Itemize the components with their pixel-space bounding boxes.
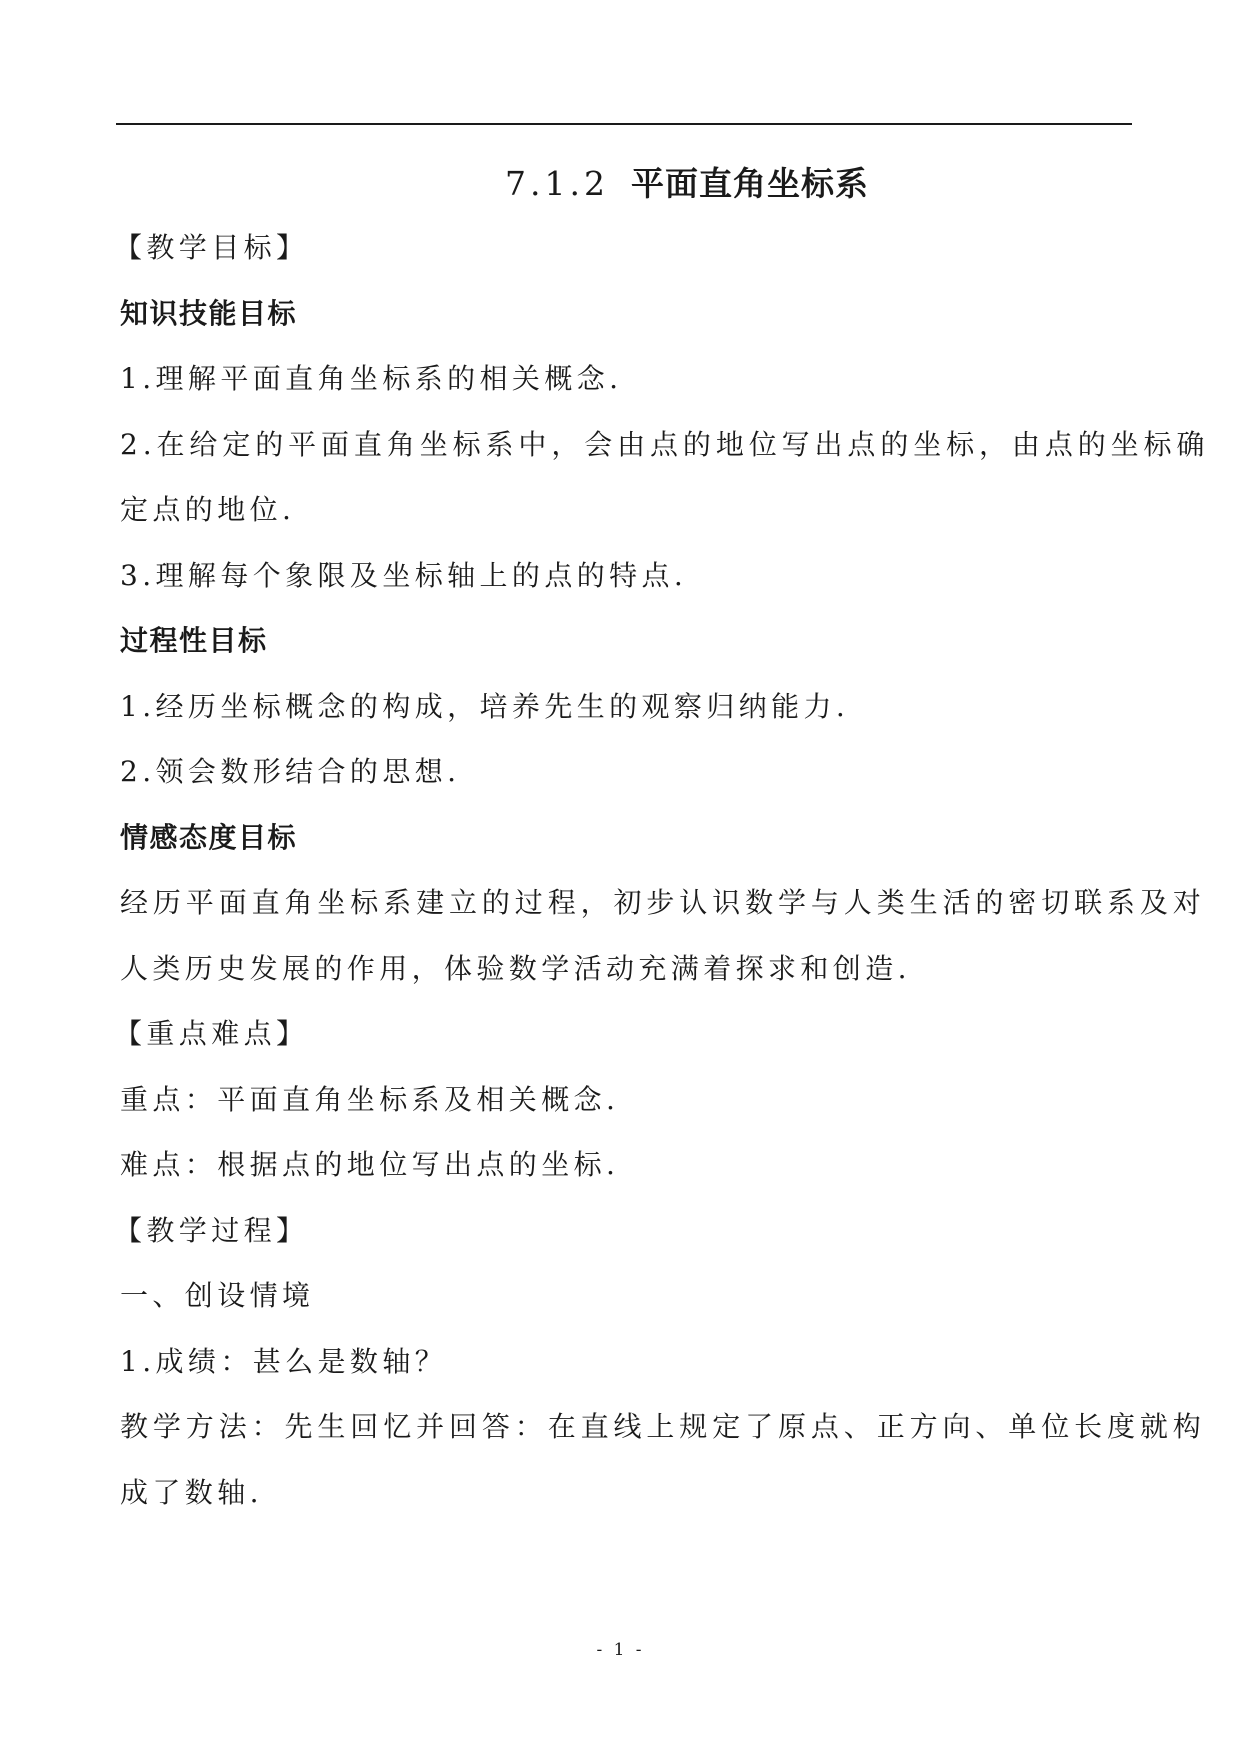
paragraph-line: 一、创设情境	[120, 1279, 315, 1312]
paragraph-line: 3.理解每个象限及坐标轴上的点的特点.	[120, 558, 688, 592]
section-bracket-heading: 【重点难点】	[114, 1017, 309, 1050]
document-body	[114, 226, 1210, 1536]
paragraph-line: 2.领会数形结合的思想.	[120, 755, 461, 788]
section-title-text: 平面直角坐标系	[630, 164, 869, 203]
subsection-heading: 知识技能目标	[120, 296, 298, 330]
page-number: - 1 -	[596, 1640, 645, 1660]
paragraph-line: 1.理解平面直角坐标系的相关概念.	[120, 362, 623, 395]
paragraph-line: 教学方法：先生回忆并回答：在直线上规定了原点、正方向、单位长度就构	[120, 1410, 1206, 1443]
paragraph-line: 重点：平面直角坐标系及相关概念.	[120, 1082, 620, 1116]
header-rule	[116, 123, 1132, 125]
paragraph-line: 经历平面直角坐标系建立的过程，初步认识数学与人类生活的密切联系及对	[120, 886, 1206, 919]
paragraph-line: 成了数轴.	[120, 1475, 263, 1509]
paragraph-line: 难点：根据点的地位写出点的坐标.	[120, 1148, 620, 1181]
section-number: 7.1.2	[505, 164, 609, 203]
subsection-heading: 过程性目标	[120, 624, 268, 657]
page-title	[116, 158, 1241, 205]
paragraph-line: 1.经历坐标概念的构成，培养先生的观察归纳能力.	[120, 689, 850, 723]
section-bracket-heading: 【教学目标】	[114, 231, 309, 264]
section-bracket-heading: 【教学过程】	[114, 1213, 309, 1247]
paragraph-line: 人类历史发展的作用，体验数学活动充满着探求和创造.	[120, 951, 911, 985]
paragraph-line: 2.在给定的平面直角坐标系中，会由点的地位写出点的坐标，由点的坐标确	[120, 427, 1210, 461]
paragraph-line: 1.成绩：甚么是数轴？	[120, 1344, 448, 1378]
paragraph-line: 定点的地位.	[120, 493, 296, 526]
subsection-heading: 情感态度目标	[120, 820, 298, 854]
